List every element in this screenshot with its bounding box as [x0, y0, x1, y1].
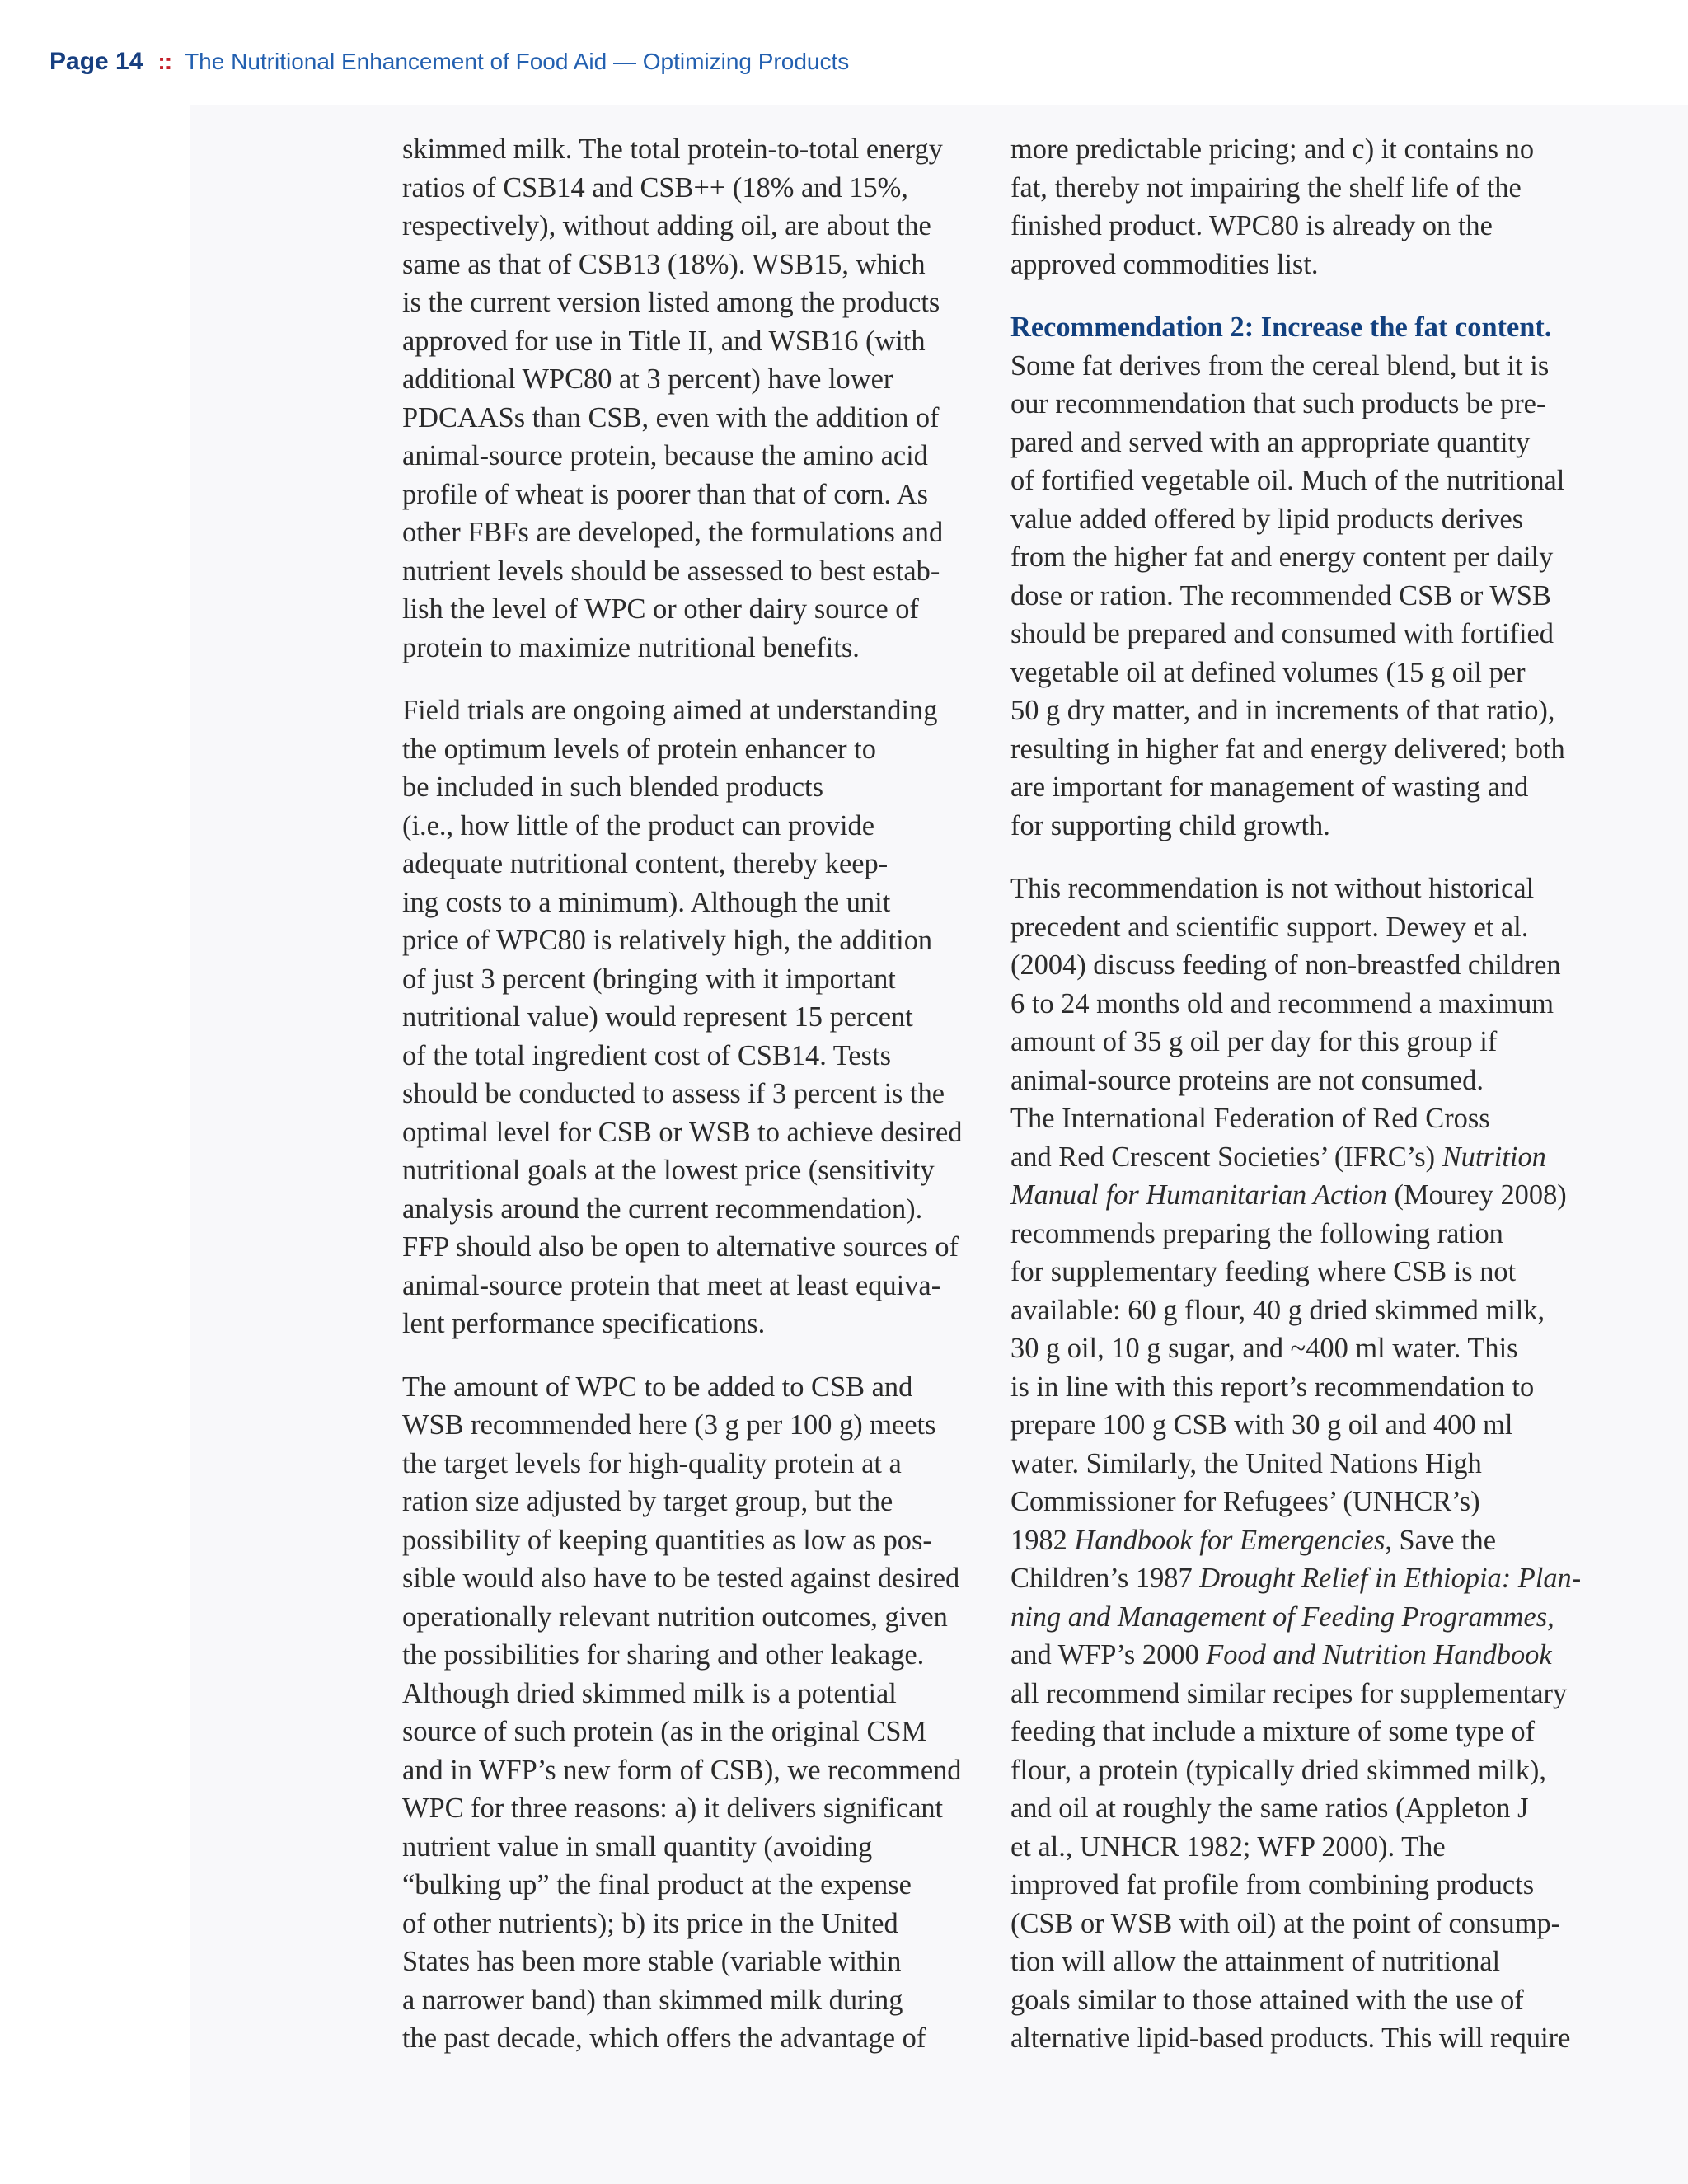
- text-line: et al., UNHCR 1982; WFP 2000). The: [1010, 1830, 1446, 1863]
- text-line: additional WPC80 at 3 percent) have lower: [402, 363, 893, 395]
- text-line: be included in such blended products: [402, 771, 823, 803]
- text-line: The amount of WPC to be added to CSB and: [402, 1371, 913, 1403]
- publication-title: Handbook for Emergencies: [1074, 1524, 1386, 1556]
- text-line: protein to maximize nutritional benefits.: [402, 631, 860, 663]
- text-line: approved commodities list.: [1010, 248, 1319, 280]
- paragraph-lines: [1010, 1215, 1604, 1521]
- text-line: for supporting child growth.: [1010, 809, 1330, 841]
- text-line: adequate nutritional content, thereby keep-: [402, 848, 889, 879]
- text-line: lent performance specifications.: [402, 1308, 766, 1339]
- text-line: available: 60 g flour, 40 g dried skimmed milk,: [1010, 1294, 1545, 1326]
- text-line: animal-source proteins are not consumed.: [1010, 1064, 1484, 1096]
- text-line: ing costs to a minimum). Although the unit: [402, 886, 891, 918]
- text-line: flour, a protein (typically dried skimmed milk),: [1010, 1754, 1546, 1786]
- text-line: more predictable pricing; and c) it contains no: [1010, 134, 1535, 165]
- text-line: approved for use in Title II, and WSB16 (with: [402, 325, 926, 357]
- text-line: the target levels for high-quality protein at a: [402, 1447, 902, 1479]
- text-line: WSB recommended here (3 g per 100 g) meets: [402, 1409, 936, 1441]
- text-line: 50 g dry matter, and in increments of that ratio),: [1010, 695, 1555, 726]
- text-line: value added offered by lipid products derives: [1010, 503, 1524, 535]
- text-line: the past decade, which offers the advantage of: [402, 2022, 926, 2054]
- text-line: WPC for three reasons: a) it delivers significant: [402, 1793, 944, 1824]
- page-number: Page 14: [49, 48, 143, 75]
- publication-title: Food and Nutrition Handbook: [1206, 1639, 1552, 1671]
- text-line: and oil at roughly the same ratios (Appleton J: [1010, 1793, 1529, 1824]
- text-line: feeding that include a mixture of some type of: [1010, 1716, 1536, 1747]
- text-line: (2004) discuss feeding of non-breastfed children: [1010, 949, 1561, 981]
- text-line: alternative lipid-based products. This will require: [1010, 2022, 1571, 2054]
- text-line: 30 g oil, 10 g sugar, and ~400 ml water. This: [1010, 1333, 1518, 1364]
- text-line: and in WFP’s new form of CSB), we recommend: [402, 1754, 962, 1786]
- text-line: should be prepared and consumed with fortified: [1010, 618, 1554, 649]
- right-column: [1010, 130, 1604, 2083]
- text-line: our recommendation that such products be pre-: [1010, 388, 1546, 419]
- text-line: fat, thereby not impairing the shelf life of the: [1010, 171, 1522, 204]
- paragraph: [1010, 308, 1604, 845]
- text-line: and WFP’s 2000 Food and Nutrition Handbook: [1010, 1639, 1552, 1671]
- text-line: the optimum levels of protein enhancer to: [402, 733, 876, 765]
- text-line: should be conducted to assess if 3 percent is the: [402, 1078, 945, 1109]
- text-line: skimmed milk. The total protein-to-total energy: [402, 134, 943, 165]
- text-line: from the higher fat and energy content per daily: [1010, 541, 1554, 573]
- text-line: profile of wheat is poorer than that of corn. As: [402, 478, 928, 510]
- text-line: nutrient levels should be assessed to best estab-: [402, 555, 940, 587]
- text-line: nutritional goals at the lowest price (sensitivity: [402, 1155, 935, 1186]
- paragraph: [1010, 869, 1604, 2058]
- text-line: 1982 Handbook for Emergencies, Save the: [1010, 1524, 1496, 1556]
- text-line: resulting in higher fat and energy delivered; both: [1010, 733, 1565, 765]
- text-line: other FBFs are developed, the formulations and: [402, 517, 944, 548]
- publication-title: ning and Management of Feeding Programmes: [1010, 1601, 1548, 1633]
- text-line: respectively), without adding oil, are about the: [402, 210, 931, 241]
- left-column: [402, 130, 992, 2083]
- text-line: nutritional value) would represent 15 percent: [402, 1001, 913, 1033]
- text-line: same as that of CSB13 (18%). WSB15, which: [402, 248, 926, 280]
- paragraph: [402, 1368, 992, 2058]
- text-line: water. Similarly, the United Nations High: [1010, 1447, 1482, 1479]
- text-line: Children’s 1987 Drought Relief in Ethiopia: Plan-: [1010, 1563, 1582, 1594]
- text-line: the possibilities for sharing and other leakage.: [402, 1639, 925, 1671]
- text-line: ration size adjusted by target group, but the: [402, 1486, 893, 1517]
- text-line: operationally relevant nutrition outcomes, given: [402, 1601, 948, 1633]
- text-line: analysis around the current recommendation).: [402, 1193, 923, 1225]
- text-line: ning and Management of Feeding Programmes,: [1010, 1601, 1554, 1633]
- text-line: is in line with this report’s recommendation to: [1010, 1371, 1535, 1403]
- text-line: amount of 35 g oil per day for this group if: [1010, 1026, 1498, 1057]
- text-line: goals similar to those attained with the use of: [1010, 1984, 1524, 2016]
- text-line: are important for management of wasting and: [1010, 771, 1529, 803]
- text-line: 6 to 24 months old and recommend a maximum: [1010, 987, 1554, 1019]
- text-line: is the current version listed among the products: [402, 287, 940, 318]
- text-line: and Red Crescent Societies’ (IFRC’s) Nutrition: [1010, 1141, 1546, 1173]
- text-line: lish the level of WPC or other dairy source of: [402, 593, 919, 625]
- text-line: animal-source protein that meet at least equiva-: [402, 1269, 941, 1301]
- text-line: vegetable oil at defined volumes (15 g oil per: [1010, 656, 1526, 688]
- text-line: improved fat profile from combining products: [1010, 1869, 1535, 1900]
- paragraph-lines: [1010, 1675, 1604, 2058]
- text-line: recommends preparing the following ration: [1010, 1217, 1503, 1249]
- text-line: a narrower band) than skimmed milk during: [402, 1984, 903, 2016]
- text-line: This recommendation is not without historical: [1010, 873, 1535, 904]
- text-line: for supplementary feeding where CSB is not: [1010, 1256, 1517, 1287]
- text-line: source of such protein (as in the original CSM: [402, 1716, 927, 1747]
- text-line: FFP should also be open to alternative sources of: [402, 1231, 959, 1263]
- text-line: ratios of CSB14 and CSB++ (18% and 15%,: [402, 171, 908, 204]
- text-line: of other nutrients); b) its price in the United: [402, 1907, 898, 1939]
- text-line: dose or ration. The recommended CSB or WSB: [1010, 579, 1551, 612]
- text-line: Field trials are ongoing aimed at understanding: [402, 695, 938, 726]
- paragraph: [402, 130, 992, 667]
- publication-title: Drought Relief in Ethiopia: Plan-: [1199, 1563, 1582, 1594]
- publication-title: Manual for Humanitarian Action: [1010, 1179, 1387, 1211]
- text-line: sible would also have to be tested against desired: [402, 1563, 960, 1594]
- text-line: nutrient value in small quantity (avoiding: [402, 1830, 873, 1863]
- running-header: [49, 48, 849, 84]
- text-line: The International Federation of Red Cross: [1010, 1103, 1490, 1134]
- text-line: (i.e., how little of the product can provide: [402, 809, 875, 841]
- text-line: optimal level for CSB or WSB to achieve desired: [402, 1116, 963, 1148]
- text-line: (CSB or WSB with oil) at the point of consump-: [1010, 1907, 1561, 1939]
- paragraph-lines: [1010, 347, 1604, 846]
- text-line: animal-source protein, because the amino acid: [402, 440, 928, 471]
- text-line: “bulking up” the final product at the expense: [402, 1869, 912, 1900]
- text-line: precedent and scientific support. Dewey et al.: [1010, 911, 1529, 943]
- header-separator: ::: [157, 49, 172, 74]
- text-line: tion will allow the attainment of nutritional: [1010, 1946, 1501, 1977]
- text-line: Some fat derives from the cereal blend, but it is: [1010, 349, 1550, 382]
- paragraph-lines: [1010, 869, 1604, 1138]
- paragraph: [1010, 130, 1604, 284]
- text-line: pared and served with an appropriate quantity: [1010, 426, 1531, 458]
- recommendation-heading: Recommendation 2: Increase the fat content.: [1010, 312, 1552, 343]
- text-line: possibility of keeping quantities as low as pos-: [402, 1524, 932, 1556]
- text-line: of fortified vegetable oil. Much of the nutritional: [1010, 465, 1565, 496]
- text-line: Commissioner for Refugees’ (UNHCR’s): [1010, 1486, 1480, 1517]
- text-line: finished product. WPC80 is already on the: [1010, 210, 1493, 241]
- text-line: price of WPC80 is relatively high, the addition: [402, 925, 933, 956]
- text-line: Although dried skimmed milk is a potential: [402, 1677, 897, 1709]
- text-line: States has been more stable (variable within: [402, 1946, 902, 1977]
- paragraph: [402, 691, 992, 1343]
- text-line: Manual for Humanitarian Action (Mourey 2008): [1010, 1179, 1567, 1211]
- publication-title: Nutrition: [1442, 1141, 1546, 1173]
- text-line: of the total ingredient cost of CSB14. Tests: [402, 1039, 892, 1071]
- text-line: of just 3 percent (bringing with it important: [402, 963, 896, 995]
- text-line: all recommend similar recipes for supplementary: [1010, 1677, 1568, 1709]
- running-title: The Nutritional Enhancement of Food Aid — Optimizing Products: [185, 49, 850, 74]
- text-line: PDCAASs than CSB, even with the addition of: [402, 401, 940, 434]
- text-line: prepare 100 g CSB with 30 g oil and 400 ml: [1010, 1409, 1513, 1441]
